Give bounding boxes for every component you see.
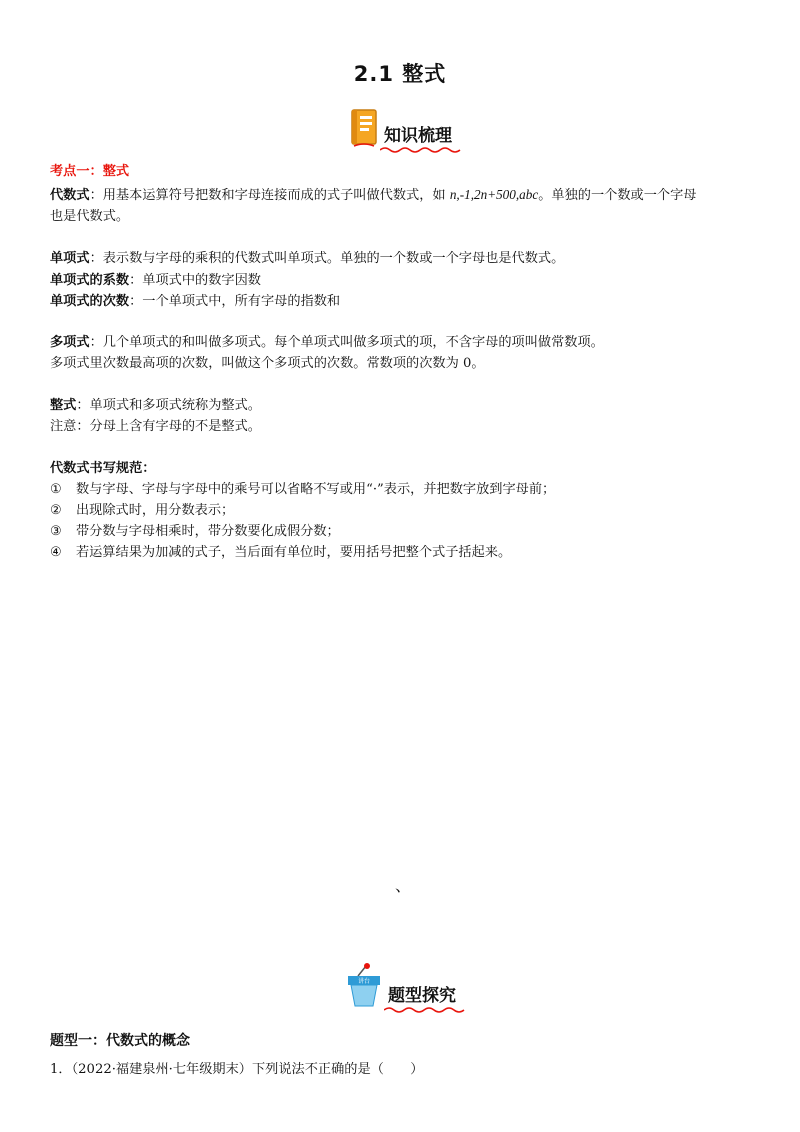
podium-label: 讲台 [357, 978, 371, 985]
writing-rule-item: ③ 带分数与字母相乘时，带分数要化成假分数； [50, 524, 340, 539]
polynomial-degree-def: 多项式里次数最高项的次数，叫做这个多项式的次数。常数项的次数为 0。 [50, 356, 485, 371]
monomial-coefficient-def: 单项式的系数：单项式中的数字因数 [50, 273, 261, 288]
explore-banner [0, 962, 800, 1012]
type1-heading: 题型一：代数式的概念 [50, 1033, 190, 1049]
question-1: 1．（2022·福建泉州·七年级期末）下列说法不正确的是（ ） [50, 1062, 424, 1077]
algebraic-examples: n,-1,2n+500,abc [449, 187, 539, 202]
monomial-def: 单项式：表示数与字母的乘积的代数式叫单项式。单独的一个数或一个字母也是代数式。 [50, 251, 565, 266]
writing-rules-heading: 代数式书写规范： [50, 461, 156, 476]
writing-rule-item: ② 出现除式时，用分数表示； [50, 503, 235, 518]
explore-banner-label: 题型探究 [388, 981, 456, 1012]
integral-expression-def: 整式：单项式和多项式统称为整式。 [50, 398, 261, 413]
book-icon [348, 108, 380, 152]
stray-mark: 、 [395, 876, 412, 895]
knowledge-banner-label: 知识梳理 [384, 121, 452, 152]
kp1-heading: 考点一：整式 [50, 164, 130, 179]
algebraic-expression-def-cont: 也是代数式。 [50, 209, 130, 224]
writing-rule-item: ④ 若运算结果为加减的式子，当后面有单位时，要用括号把整个式子括起来。 [50, 545, 512, 560]
writing-rule-item: ① 数与字母、字母与字母中的乘号可以省略不写或用“·”表示，并把数字放到字母前； [50, 482, 556, 497]
monomial-degree-def: 单项式的次数：一个单项式中，所有字母的指数和 [50, 294, 341, 309]
podium-icon [344, 962, 384, 1012]
integral-note: 注意：分母上含有字母的不是整式。 [50, 419, 261, 434]
page-title: 2.1 整式 [353, 62, 447, 86]
algebraic-expression-def: 代数式：用基本运算符号把数和字母连接而成的式子叫做代数式，如 n,-1,2n+500,abc。单独的一个数或一个字母 [50, 187, 697, 203]
knowledge-banner [0, 108, 800, 152]
polynomial-def: 多项式：几个单项式的和叫做多项式。每个单项式叫做多项式的项，不含字母的项叫做常数项。 [50, 335, 604, 350]
